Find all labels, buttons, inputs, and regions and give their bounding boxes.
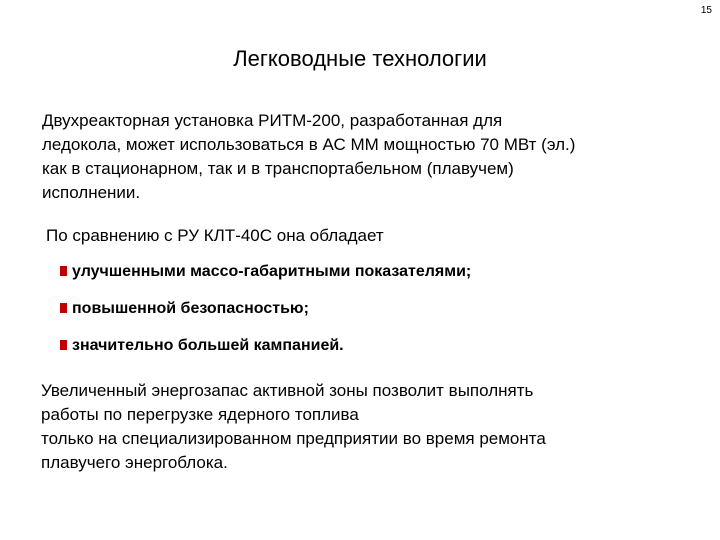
advantages-list (60, 262, 471, 373)
slide-title: Легководные технологии (233, 46, 487, 71)
paragraph-line: работы по перегрузке ядерного топлива (41, 405, 359, 424)
list-item (60, 336, 471, 373)
paragraph-line: только на специализированном предприятии во время ремонта (41, 429, 546, 448)
comparison-intro: По сравнению с РУ КЛТ-40С она обладает (46, 226, 384, 245)
list-item-text: значительно большей кампанией. (72, 337, 344, 354)
list-item-text: улучшенными массо-габаритными показателями; (72, 263, 472, 280)
paragraph-line: плавучего энергоблока. (41, 453, 228, 472)
list-item-text: повышенной безопасностью; (72, 300, 309, 317)
list-item (60, 262, 471, 299)
list-item (60, 299, 471, 336)
paragraph-ritm-200 (42, 109, 575, 205)
paragraph-line: исполнении. (42, 183, 141, 202)
paragraph-line: Двухреакторная установка РИТМ-200, разработанная для (42, 111, 503, 130)
square-bullet-icon (60, 303, 67, 313)
paragraph-energy-reserve (41, 379, 546, 475)
paragraph-line: ледокола, может использоваться в АС ММ мощностью 70 МВт (эл.) (42, 135, 576, 154)
square-bullet-icon (60, 266, 67, 276)
square-bullet-icon (60, 340, 67, 350)
page-number: 15 (700, 5, 712, 16)
paragraph-line: как в стационарном, так и в транспортабельном (плавучем) (42, 159, 514, 178)
paragraph-line: Увеличенный энергозапас активной зоны позволит выполнять (41, 381, 534, 400)
